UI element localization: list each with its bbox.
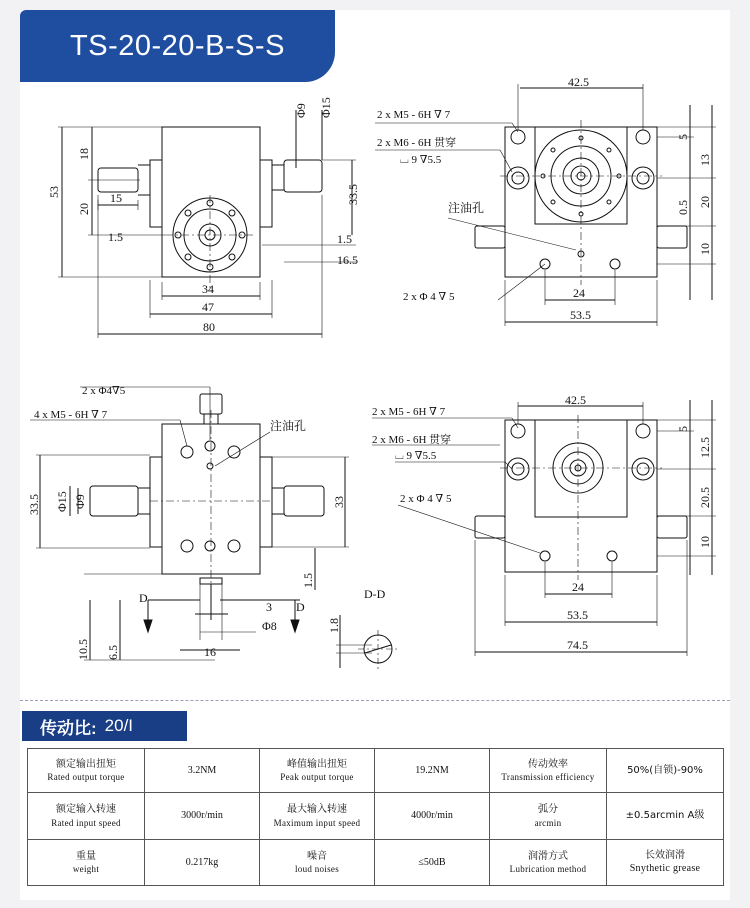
spec-label: 传动效率 Transmission efficiency [490,749,607,793]
dim-text: 1.5 [301,573,315,588]
dim-text: 0.5 [676,200,690,215]
dim-text: 12.5 [698,437,712,458]
dim-text: 1.5 [108,230,123,244]
section-label: D-D [364,587,386,601]
pin-hole-note: 2 x Φ4∇5 [82,385,126,397]
dim-text: 34 [202,282,214,296]
spec-value: 4000r/min [375,793,490,839]
thread-note-m5: 2 x M5 - 6H ∇ 7 [377,109,451,121]
ratio-value: 20/I [104,716,134,735]
spec-label: 弧分 arcmin [490,793,607,839]
oil-hole-label: 注油孔 [270,419,307,433]
dim-text: 80 [203,320,215,334]
oil-hole-label: 注油孔 [448,201,485,215]
dim-text: 33.5 [27,494,41,515]
thread-note-m6: 2 x M6 - 6H 贯穿 [372,434,452,446]
dim-text: 13 [698,154,712,166]
pin-hole-note: 2 x Φ 4 ∇ 5 [403,291,455,303]
dim-text: 5 [676,134,690,140]
thread-note-m5: 4 x M5 - 6H ∇ 7 [34,409,108,421]
spec-value: 3000r/min [145,793,260,839]
dim-text: 74.5 [567,638,588,652]
table-row [28,749,724,793]
spec-label: 最大输入转速 Maximum input speed [260,793,375,839]
dim-text: 24 [572,580,584,594]
section-marker: D [296,600,305,614]
table-row [28,793,724,839]
dim-text: 33.5 [346,184,360,205]
spec-label: 额定输出扭矩 Rated output torque [28,749,145,793]
dim-text: 24 [573,286,585,300]
dim-text: Φ9 [73,494,87,509]
dim-text: 20 [77,203,91,215]
dim-text: 20.5 [698,487,712,508]
dim-text: 53 [47,186,61,198]
spec-label: 峰值输出扭矩 Peak output torque [260,749,375,793]
thread-note-m6: 2 x M6 - 6H 贯穿 [377,137,457,149]
spec-label: 噪音 loud noises [260,839,375,885]
dim-text: 20 [698,196,712,208]
dim-text: 1.8 [327,618,341,633]
spec-value: 0.217kg [145,839,260,885]
ratio-label: 传动比: [40,718,97,738]
spec-table [27,748,724,886]
dim-text: 33 [332,496,346,508]
spec-value: 长效润滑 Snythetic grease [607,839,724,885]
counterbore-note: ⌴ 9 ∇5.5 [395,450,437,462]
pin-hole-note: 2 x Φ 4 ∇ 5 [400,493,452,505]
dim-text: 1.5 [337,232,352,246]
section-divider [20,700,730,701]
counterbore-note: ⌴ 9 ∇5.5 [400,154,442,166]
dim-text: 18 [77,148,91,160]
model-title: TS-20-20-B-S-S [20,10,335,82]
thread-note-m5: 2 x M5 - 6H ∇ 7 [372,406,446,418]
dim-text: 53.5 [567,608,588,622]
section-marker: D [139,591,148,605]
dim-text: 42.5 [565,393,586,407]
dim-text: Φ9 [294,103,308,118]
dim-text: 10 [698,536,712,548]
dim-text: 3 [266,600,272,614]
dim-text: 16 [204,645,216,659]
spec-value: 19.2NM [375,749,490,793]
spec-value: ±0.5arcmin A级 [607,793,724,839]
spec-value: ≤50dB [375,839,490,885]
dim-text: 47 [202,300,214,314]
dim-text: Φ15 [55,491,69,512]
ratio-banner [22,711,187,741]
spec-label: 重量 weight [28,839,145,885]
dim-text: Φ15 [319,97,333,118]
dim-text: 10 [698,243,712,255]
dim-text: 53.5 [570,308,591,322]
dim-text: 15 [110,191,122,205]
dim-text: 5 [676,426,690,432]
spec-value: 50%(自锁)-90% [607,749,724,793]
table-row [28,839,724,885]
spec-label: 额定输入转速 Rated input speed [28,793,145,839]
dim-text: 16.5 [337,253,358,267]
dim-text: 10.5 [76,639,90,660]
spec-label: 润滑方式 Lubrication method [490,839,607,885]
dim-text: 42.5 [568,75,589,89]
dim-text: 6.5 [106,645,120,660]
dim-text: Φ8 [262,619,277,633]
spec-value: 3.2NM [145,749,260,793]
